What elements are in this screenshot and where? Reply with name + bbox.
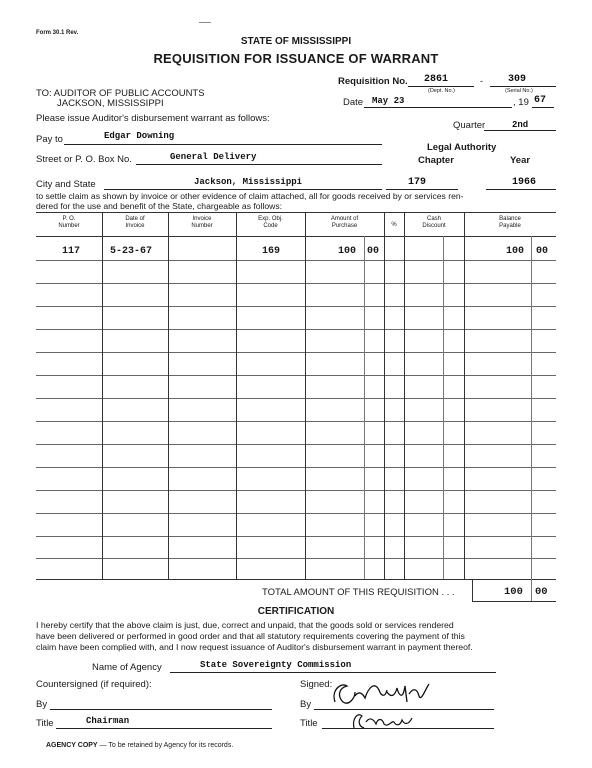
header-balance-text: Balance Payable — [499, 216, 521, 229]
city-value[interactable]: Jackson, Mississippi — [194, 177, 303, 187]
certification-line-2: have been delivered or performed in good order and that all statutory requirements covering the payment of this — [36, 631, 465, 641]
settle-text-2: dered for the use and benefit of the State, chargeable as follows: — [36, 201, 283, 211]
title-label-left: Title — [36, 718, 54, 729]
requisition-dash: - — [480, 76, 483, 86]
street-label: Street or P. O. Box No. — [36, 154, 132, 165]
header-percent — [384, 222, 404, 229]
header-cash-discount — [404, 216, 464, 230]
header-percent-text: % — [391, 222, 397, 228]
col-rule — [404, 212, 405, 579]
to-line-1: TO: AUDITOR OF PUBLIC ACCOUNTS — [36, 88, 205, 99]
cell-amount[interactable]: 100 — [338, 246, 357, 257]
dept-no-value[interactable]: 2861 — [424, 74, 449, 85]
header-exp-obj-code — [236, 216, 305, 230]
settle-text-1: to settle claim as shown by invoice or other evidence of claim attached, all for goods received by or services ren- — [36, 191, 464, 201]
table-top-rule — [36, 212, 556, 213]
signed-label: Signed: — [300, 679, 333, 690]
serial-no-value[interactable]: 309 — [508, 74, 527, 85]
total-label: TOTAL AMOUNT OF THIS REQUISITION . . . — [262, 587, 455, 598]
col-rule — [305, 212, 306, 579]
header-po-number-text: P. O. Number — [58, 216, 80, 229]
year-prefix-text: 19 — [518, 97, 529, 108]
to-line-3: Please issue Auditor's disbursement warrant as follows: — [36, 113, 270, 124]
row-rule — [36, 329, 556, 330]
cell-amount-cents[interactable]: 00 — [367, 246, 380, 257]
year-authority-label: Year — [510, 155, 531, 166]
authority-year-line — [486, 189, 556, 190]
col-rule — [102, 212, 103, 579]
row-rule — [36, 283, 556, 284]
year-prefix: , 19 — [513, 97, 529, 108]
row-rule — [36, 536, 556, 537]
page-title: REQUISITION FOR ISSUANCE OF WARRANT — [153, 51, 439, 66]
row-rule — [36, 513, 556, 514]
col-rule-cents — [531, 236, 532, 579]
title-line-left — [56, 728, 272, 729]
row-rule — [36, 306, 556, 307]
agency-line — [170, 672, 496, 673]
row-rule — [36, 444, 556, 445]
legal-authority-heading: Legal Authority — [427, 142, 497, 153]
by-label-right: By — [300, 699, 312, 710]
certification-line-3: claim have been complied with, and I now request issuance of Auditor's disbursement warrant in payment thereof. — [36, 642, 473, 652]
total-col-rule — [472, 579, 473, 601]
date-line — [364, 107, 512, 108]
row-rule — [36, 375, 556, 376]
authority-year-value[interactable]: 1966 — [512, 177, 537, 188]
row-rule — [36, 260, 556, 261]
city-line — [104, 189, 382, 190]
city-label: City and State — [36, 179, 96, 190]
quarter-value[interactable]: 2nd — [512, 120, 529, 130]
header-po-number — [36, 216, 102, 230]
title-label-right: Title — [300, 718, 318, 729]
date-label: Date — [343, 97, 364, 108]
header-invoice-number — [168, 216, 236, 230]
title-value[interactable]: Chairman — [86, 716, 130, 726]
row-rule — [36, 467, 556, 468]
header-code-text: Exp. Obj. Code — [258, 216, 283, 229]
pay-to-label: Pay to — [36, 134, 63, 145]
scan-mark — [199, 22, 211, 23]
total-col-rule — [531, 579, 532, 601]
year-line — [532, 107, 554, 108]
pay-to-value[interactable]: Edgar Downing — [104, 131, 175, 141]
year-value[interactable]: 67 — [534, 95, 547, 106]
row-rule — [36, 352, 556, 353]
pay-to-line — [64, 144, 382, 145]
form-number: Form 30.1 Rev. — [36, 30, 79, 36]
cell-balance[interactable]: 100 — [506, 246, 525, 257]
col-rule — [384, 212, 385, 579]
table-header-rule — [36, 236, 556, 237]
header-date-text: Date of Invoice — [125, 216, 145, 229]
agency-value[interactable]: State Sovereignty Commission — [200, 660, 352, 670]
serial-no-caption: (Serial No.) — [505, 88, 533, 94]
header-balance-payable — [464, 216, 556, 230]
by-label-left: By — [36, 699, 48, 710]
by-line-left — [50, 709, 272, 710]
row-rule — [36, 421, 556, 422]
quarter-label: Quarter — [453, 120, 486, 131]
dept-no-caption: (Dept. No.) — [428, 88, 455, 94]
col-rule — [464, 212, 465, 579]
requisition-label: Requisition No. — [338, 76, 408, 87]
footer-rest: — To be retained by Agency for its records. — [97, 742, 234, 749]
street-line — [136, 164, 382, 165]
cell-po-number[interactable]: 117 — [62, 246, 81, 257]
state-heading: STATE OF MISSISSIPPI — [240, 36, 352, 47]
table-body-bottom-rule — [36, 579, 556, 580]
col-rule — [168, 212, 169, 579]
row-rule — [36, 558, 556, 559]
header-discount-text: Cash Discount — [422, 216, 446, 229]
footer-note — [46, 742, 233, 749]
quarter-line — [484, 130, 556, 131]
col-rule-cents — [443, 236, 444, 579]
col-rule-cents — [364, 236, 365, 579]
row-rule — [36, 398, 556, 399]
footer-agency-copy: AGENCY COPY — [46, 742, 98, 749]
header-date-of-invoice — [102, 216, 168, 230]
signature-by — [325, 676, 435, 710]
serial-no-line — [490, 86, 556, 87]
row-rule — [36, 490, 556, 491]
chapter-line — [386, 189, 458, 190]
signature-title — [348, 708, 418, 732]
date-value[interactable]: May 23 — [372, 96, 405, 106]
header-amount-text: Amount of Purchase — [330, 216, 359, 229]
to-line-2: JACKSON, MISSISSIPPI — [57, 98, 164, 109]
certification-line-1: I hereby certify that the above claim is just, due, correct and unpaid, that the goods sold or services rendered — [36, 620, 454, 630]
total-amount-cents: 00 — [535, 586, 548, 598]
cell-date-of-invoice[interactable]: 5-23-67 — [110, 246, 153, 257]
agency-label: Name of Agency — [92, 662, 162, 673]
street-value[interactable]: General Delivery — [170, 152, 257, 162]
dept-no-line — [408, 86, 474, 87]
chapter-value[interactable]: 179 — [408, 177, 427, 188]
cell-exp-obj-code[interactable]: 169 — [262, 246, 281, 257]
certification-heading: CERTIFICATION — [257, 606, 335, 617]
chapter-label: Chapter — [418, 155, 454, 166]
cell-balance-cents[interactable]: 00 — [536, 246, 549, 257]
header-invoice-text: Invoice Number — [191, 216, 213, 229]
header-amount-of-purchase — [305, 216, 384, 230]
total-amount: 100 — [504, 586, 523, 598]
total-bottom-rule — [472, 601, 556, 602]
col-rule — [236, 212, 237, 579]
countersigned-label: Countersigned (if required): — [36, 679, 152, 690]
